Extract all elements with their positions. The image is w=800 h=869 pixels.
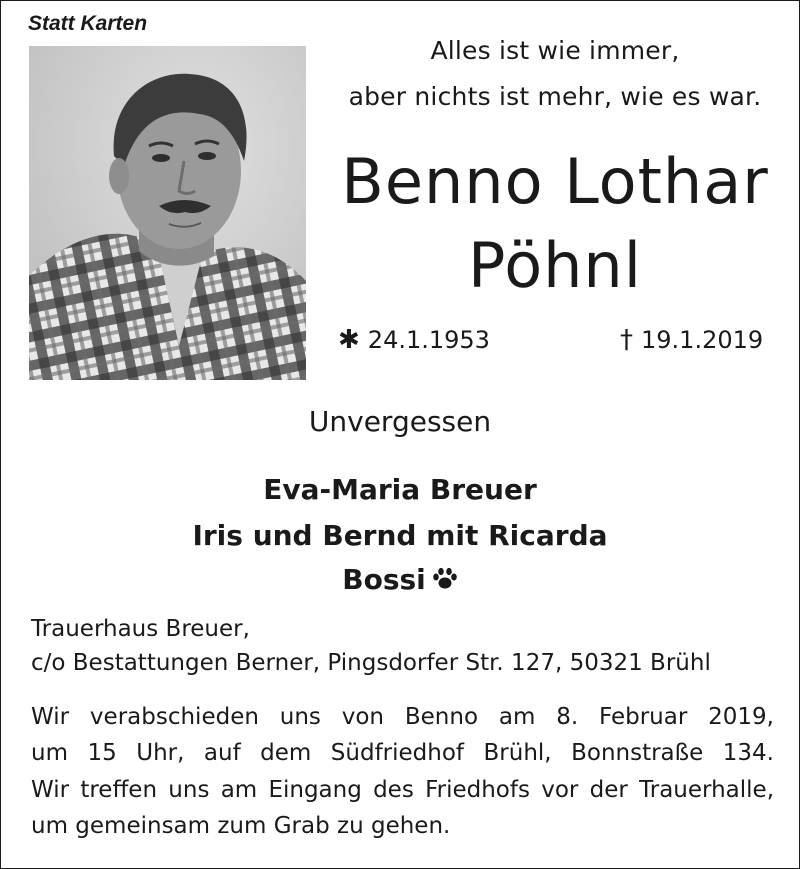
death-date — [620, 325, 763, 355]
portrait-photo — [29, 46, 306, 380]
address-line-2: c/o Bestattungen Berner, Pingsdorfer Str. 127, 50321 Brühl — [31, 650, 711, 676]
tribute-text: Unvergessen — [308, 405, 492, 438]
notice-line-2: um 15 Uhr, auf dem Südfriedhof Brühl, Bonnstraße 134. — [31, 740, 774, 766]
paw-print-icon — [432, 565, 458, 598]
death-date-value: 19.1.2019 — [641, 326, 764, 354]
motto-line-1: Alles ist wie immer, — [430, 36, 680, 65]
mourner-3 — [0, 563, 800, 598]
mourner-1: Eva-Maria Breuer — [263, 473, 537, 506]
mourner-2: Iris und Bernd mit Ricarda — [192, 519, 608, 552]
header-note: Statt Karten — [28, 12, 148, 35]
motto-line-2: aber nichts ist mehr, wie es war. — [348, 82, 762, 111]
deceased-name-line-1: Benno Lothar — [341, 145, 769, 218]
notice-line-4: um gemeinsam zum Grab zu gehen. — [31, 813, 451, 839]
notice-line-1: Wir verabschieden uns von Benno am 8. Februar 2019, — [31, 704, 774, 730]
birth-date-value: 24.1.1953 — [367, 326, 490, 354]
birth-star-icon: ✱ — [338, 325, 360, 355]
birth-date — [338, 325, 490, 355]
deceased-name-line-2: Pöhnl — [468, 229, 642, 302]
death-cross-icon: † — [620, 325, 633, 355]
notice-line-3: Wir treffen uns am Eingang des Friedhofs vor der Trauerhalle, — [31, 777, 774, 803]
portrait-illustration — [29, 46, 306, 380]
address-line-1: Trauerhaus Breuer, — [31, 616, 250, 642]
mourner-3-name: Bossi — [342, 563, 426, 596]
